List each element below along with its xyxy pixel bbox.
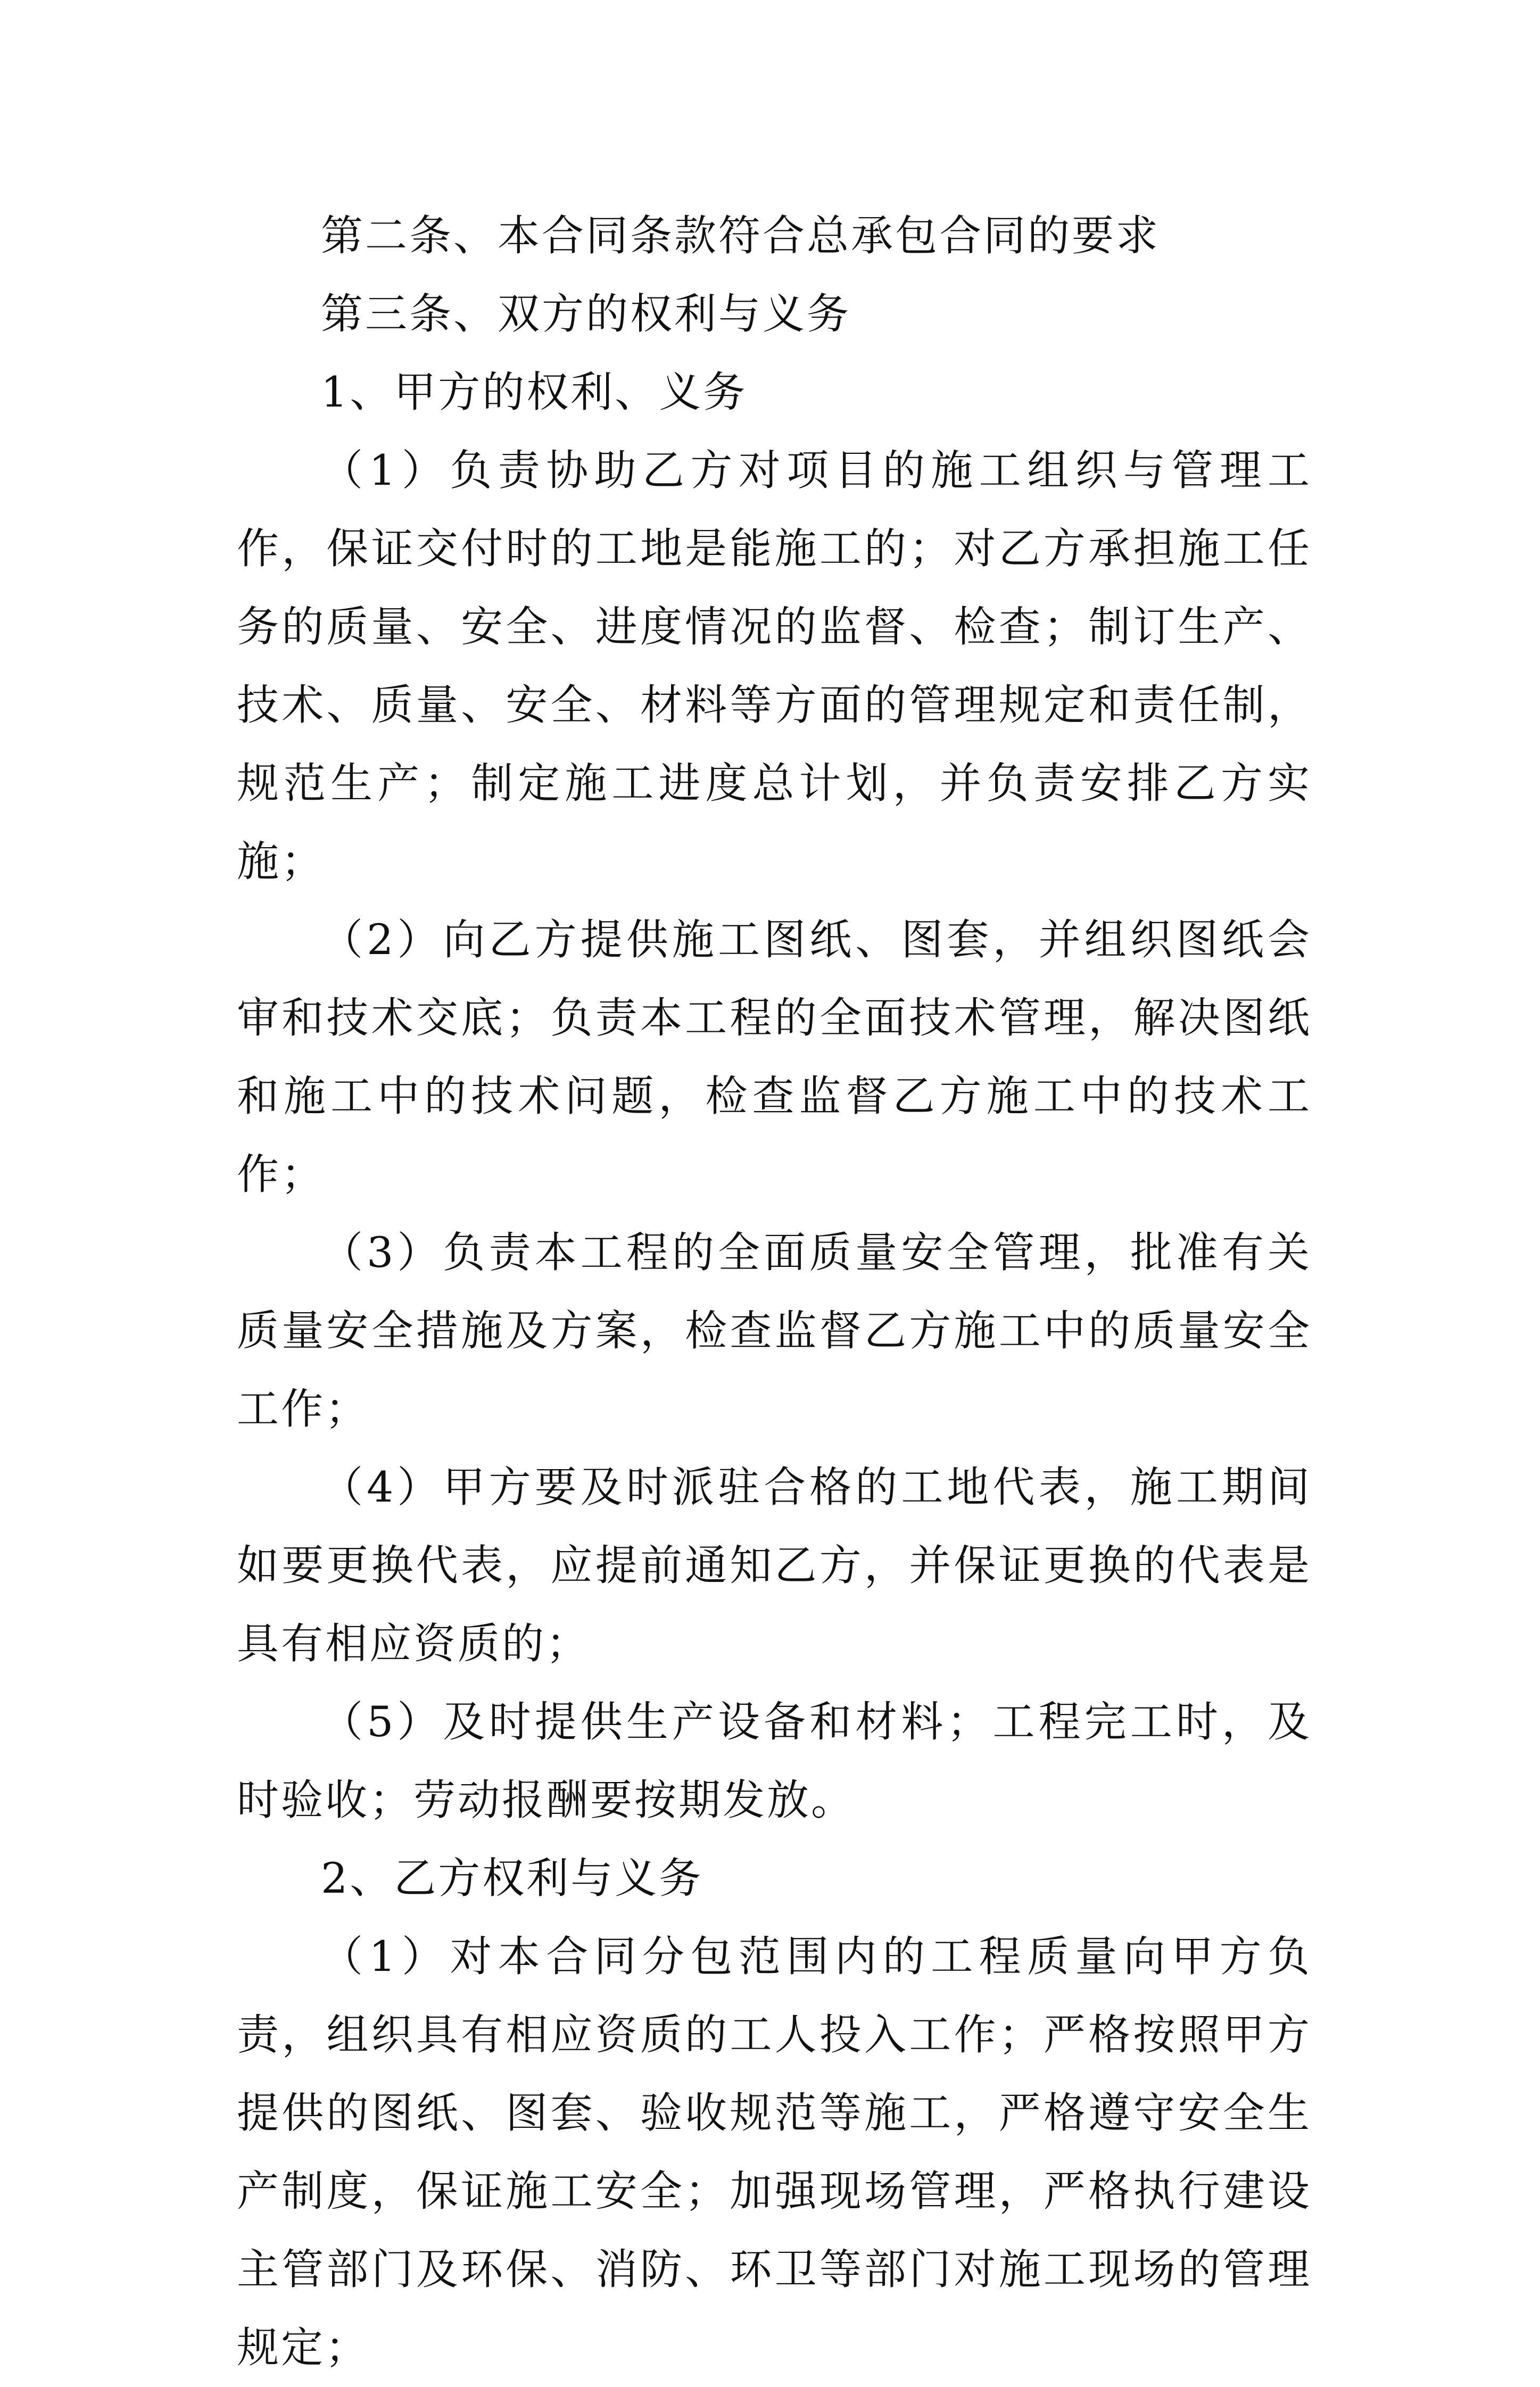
party-a-item-3: （3）负责本工程的全面质量安全管理，批准有关质量安全措施及方案，检查监督乙方施工中的质量安全工作； bbox=[237, 1228, 1312, 1433]
document-body bbox=[237, 197, 1312, 2387]
article-3-heading: 第三条、双方的权利与义务 bbox=[321, 289, 851, 338]
party-a-item-1: （1）负责协助乙方对项目的施工组织与管理工作，保证交付时的工地是能施工的；对乙方承担施工任务的质量、安全、进度情况的监督、检查；制订生产、技术、质量、安全、材料等方面的管理规定和责任制，规范生产；制定施工进度总计划，并负责安排乙方实施； bbox=[237, 446, 1312, 886]
article-2-heading: 第二条、本合同条款符合总承包合同的要求 bbox=[321, 211, 1160, 260]
party-a-item-5: （5）及时提供生产设备和材料；工程完工时，及时验收；劳动报酬要按期发放。 bbox=[237, 1697, 1312, 1825]
party-a-item-4: （4）甲方要及时派驻合格的工地代表，施工期间如要更换代表，应提前通知乙方，并保证更换的代表是具有相应资质的； bbox=[237, 1463, 1312, 1668]
section-1-title: 1、甲方的权利、义务 bbox=[321, 368, 748, 417]
party-b-item-1: （1）对本合同分包范围内的工程质量向甲方负责，组织具有相应资质的工人投入工作；严格按照甲方提供的图纸、图套、验收规范等施工，严格遵守安全生产制度，保证施工安全；加强现场管理，严格执行建设主管部门及环保、消防、环卫等部门对施工现场的管理规定； bbox=[237, 1932, 1312, 2372]
party-a-item-2: （2）向乙方提供施工图纸、图套，并组织图纸会审和技术交底；负责本工程的全面技术管理，解决图纸和施工中的技术问题，检查监督乙方施工中的技术工作； bbox=[237, 915, 1312, 1199]
section-2-title: 2、乙方权利与义务 bbox=[321, 1854, 703, 1903]
